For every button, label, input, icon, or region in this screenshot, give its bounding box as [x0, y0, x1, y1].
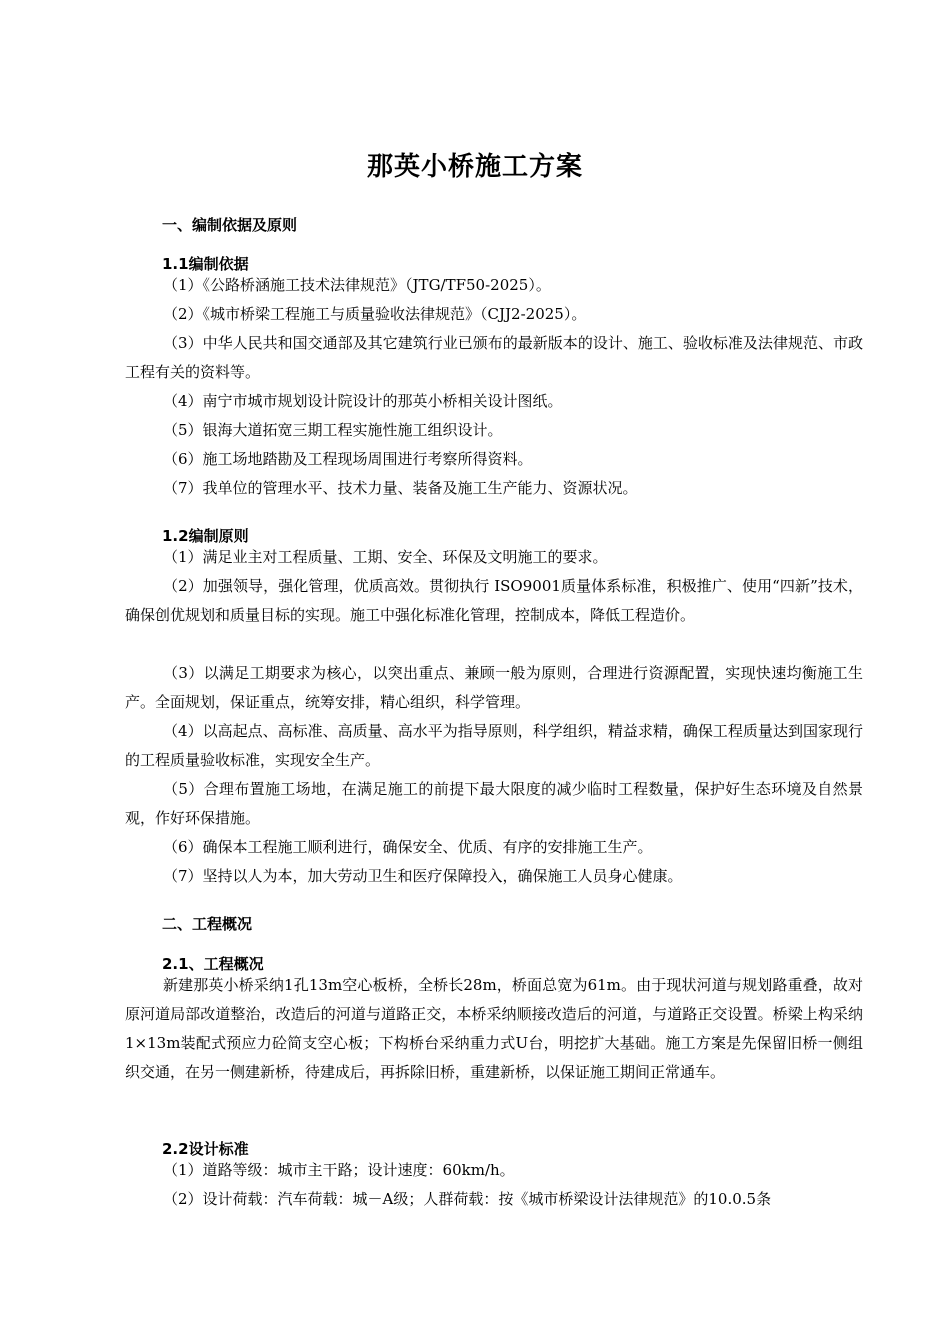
list-item: （1）满足业主对工程质量、工期、安全、环保及文明施工的要求。	[163, 548, 608, 566]
list-item: （4）以高起点、高标准、高质量、高水平为指导原则，科学组织，精益求精，确保工程质量达到国家现行的工程质量验收标准，实现安全生产。	[125, 722, 863, 769]
paragraph: 新建那英小桥采纳1孔13m空心板桥，全桥长28m，桥面总宽为61m。由于现状河道与规划路重叠，故对原河道局部改道整治，改造后的河道与道路正交，本桥采纳顺接改造后的河道，与道路正交设置。桥梁上构采纳1×13m装配式预应力砼简支空心板；下构桥台采纳重力式U台，明挖扩大基础。施工方案是先保留旧桥一侧组织交通，在另一侧建新桥，待建成后，再拆除旧桥，重建新桥，以保证施工期间正常通车。	[125, 976, 863, 1081]
list-item: （5）银海大道拓宽三期工程实施性施工组织设计。	[163, 421, 503, 439]
list-item: （1）《公路桥涵施工技术法律规范》（JTG/TF50-2025）。	[163, 276, 551, 294]
section-heading-2: 二、工程概况	[162, 915, 253, 933]
list-item: （1）道路等级：城市主干路；设计速度：60km/h。	[163, 1161, 515, 1179]
subsection-heading-2-2: 2.2设计标准	[162, 1140, 249, 1158]
list-item: （3）中华人民共和国交通部及其它建筑行业已颁布的最新版本的设计、施工、验收标准及法律规范、市政工程有关的资料等。	[125, 334, 863, 381]
list-item: （6）确保本工程施工顺利进行，确保安全、优质、有序的安排施工生产。	[163, 838, 653, 856]
list-item: （7）我单位的管理水平、技术力量、装备及施工生产能力、资源状况。	[163, 479, 638, 497]
section-heading-1: 一、编制依据及原则	[162, 216, 298, 234]
list-item: （6）施工场地踏勘及工程现场周围进行考察所得资料。	[163, 450, 533, 468]
list-item: （2）《城市桥梁工程施工与质量验收法律规范》（CJJ2-2025）。	[163, 305, 587, 323]
subsection-heading-1-1: 1.1编制依据	[162, 255, 249, 273]
subsection-heading-1-2: 1.2编制原则	[162, 527, 249, 545]
list-item: （2）加强领导，强化管理，优质高效。贯彻执行 ISO9001质量体系标准，积极推广、使用“四新”技术，确保创优规划和质量目标的实现。施工中强化标准化管理，控制成本，降低工程造价。	[125, 577, 863, 624]
list-item: （7）坚持以人为本，加大劳动卫生和医疗保障投入，确保施工人员身心健康。	[163, 867, 683, 885]
document-title: 那英小桥施工方案	[366, 152, 583, 182]
list-item: （4）南宁市城市规划设计院设计的那英小桥相关设计图纸。	[163, 392, 563, 410]
list-item: （5）合理布置施工场地，在满足施工的前提下最大限度的减少临时工程数量，保护好生态环境及自然景观，作好环保措施。	[125, 780, 863, 827]
subsection-heading-2-1: 2.1、工程概况	[162, 955, 264, 973]
list-item: （2）设计荷载：汽车荷载：城－A级；人群荷载：按《城市桥梁设计法律规范》的10.0.5条	[163, 1190, 772, 1208]
list-item: （3）以满足工期要求为核心，以突出重点、兼顾一般为原则，合理进行资源配置，实现快速均衡施工生产。全面规划，保证重点，统筹安排，精心组织，科学管理。	[125, 664, 863, 711]
